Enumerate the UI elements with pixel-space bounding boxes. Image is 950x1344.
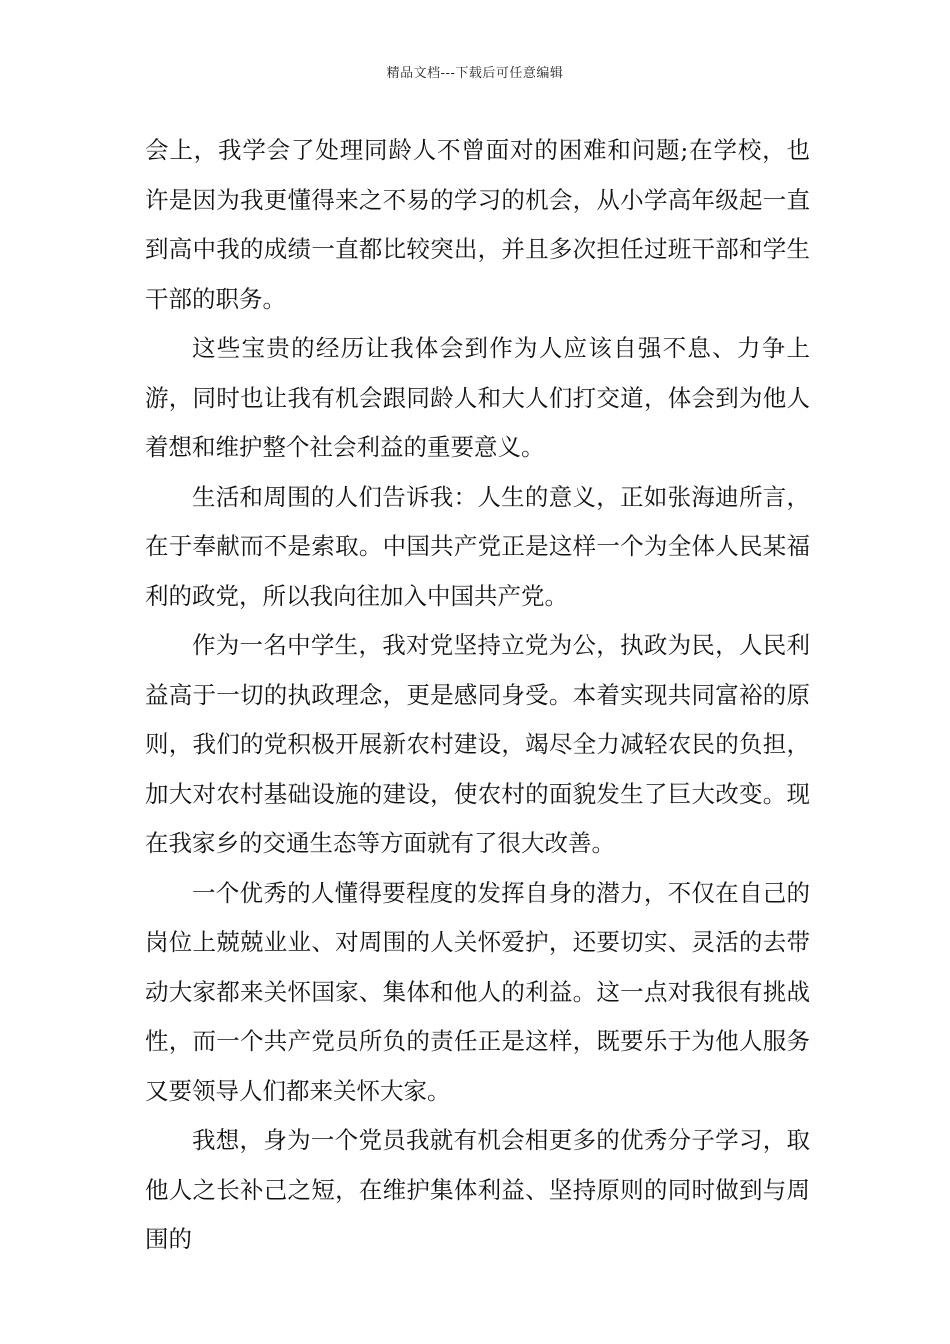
document-body <box>145 126 810 1265</box>
paragraph-continued: 会上，我学会了处理同龄人不曾面对的困难和问题;在学校，也许是因为我更懂得来之不易的学习的机会，从小学高年级起一直到高中我的成绩一直都比较突出，并且多次担任过班干部和学生干部的职务。 <box>145 136 810 313</box>
paragraph: 这些宝贵的经历让我体会到作为人应该自强不息、力争上游，同时也让我有机会跟同龄人和大人们打交道，体会到为他人着想和维护整个社会利益的重要意义。 <box>145 334 810 461</box>
paragraph: 我想，身为一个党员我就有机会相更多的优秀分子学习，取他人之长补己之短，在维护集体利益、坚持原则的同时做到与周围的 <box>145 1126 810 1253</box>
paragraph: 生活和周围的人们告诉我：人生的意义，正如张海迪所言，在于奉献而不是索取。中国共产党正是这样一个为全体人民某福利的政党，所以我向往加入中国共产党。 <box>145 482 810 610</box>
paragraph: 作为一名中学生，我对党坚持立党为公，执政为民，人民利益高于一切的执政理念，更是感同身受。本着实现共同富裕的原则，我们的党积极开展新农村建设，竭尽全力减轻农民的负担，加大对农村基础设施的建设，使农村的面貌发生了巨大改变。现在我家乡的交通生态等方面就有了很大改善。 <box>145 631 810 857</box>
page-header: 精品文档---下载后可任意编辑 <box>386 66 564 81</box>
paragraph: 一个优秀的人懂得要程度的发挥自身的潜力，不仅在自己的岗位上兢兢业业、对周围的人关怀爱护，还要切实、灵活的去带动大家都来关怀国家、集体和他人的利益。这一点对我很有挑战性，而一个共产党员所负的责任正是这样，既要乐于为他人服务又要领导人们都来关怀大家。 <box>145 878 810 1105</box>
